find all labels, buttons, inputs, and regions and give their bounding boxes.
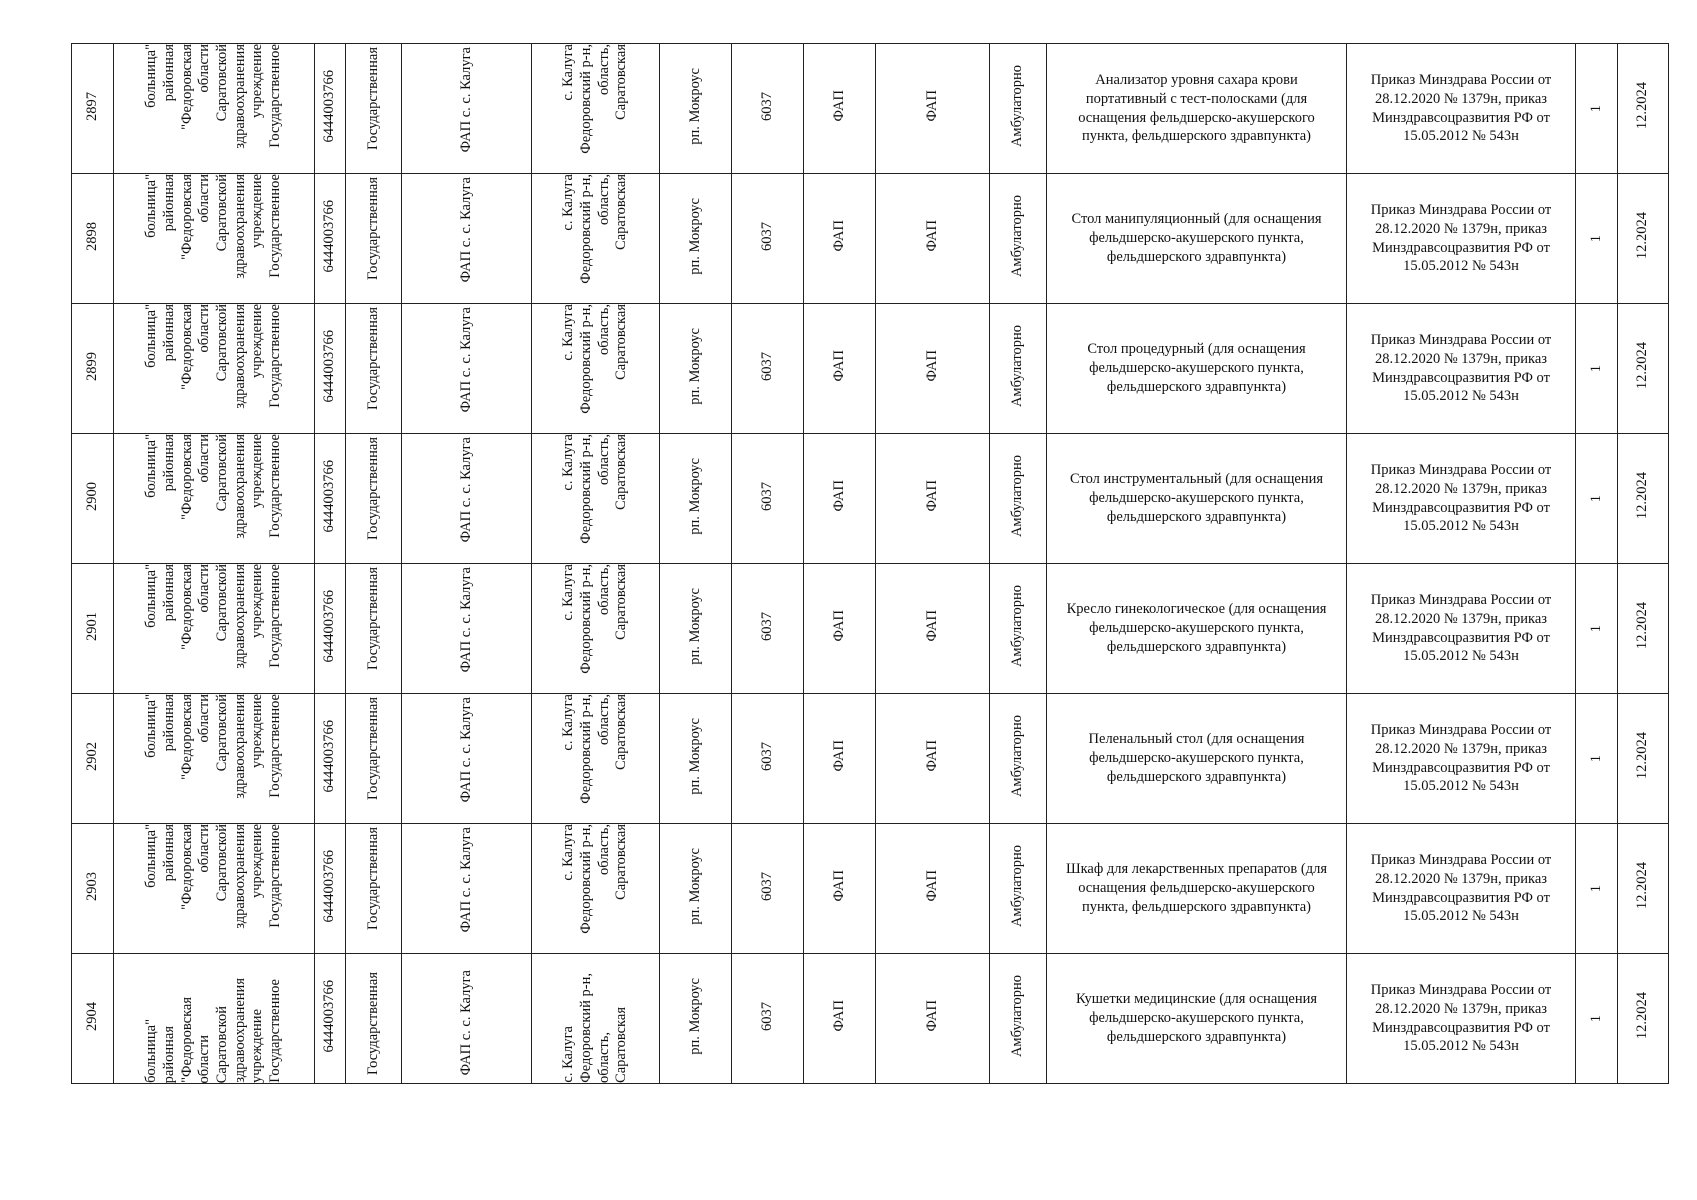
quantity-text: 1 bbox=[1587, 235, 1604, 243]
unit-type-text: ФАП bbox=[830, 350, 847, 382]
care-condition bbox=[990, 434, 1047, 564]
due-date-text: 12.2024 bbox=[1634, 342, 1651, 390]
unit-name-text: ФАП с. с. Калуга bbox=[457, 47, 474, 153]
row-number-text: 2897 bbox=[83, 91, 100, 121]
quantity bbox=[1576, 304, 1618, 434]
settlement-code-text: 6037 bbox=[758, 741, 775, 771]
settlement bbox=[660, 304, 732, 434]
settlement bbox=[660, 44, 732, 174]
unit-type-text: ФАП bbox=[830, 90, 847, 122]
legal-basis: Приказ Минздрава России от 28.12.2020 № 1379н, приказ Минздравсоцразвития РФ от 15.05.2012 № 543н bbox=[1347, 304, 1576, 434]
settlement-text: рп. Мокроус bbox=[686, 977, 703, 1055]
table-row bbox=[72, 564, 1669, 694]
unit-address bbox=[532, 824, 660, 954]
care-condition-text: Амбулаторно bbox=[1009, 584, 1026, 668]
organization-name-text: Государственное учреждение здравоохранения Саратовской области "Федоровская районная больница" bbox=[143, 44, 284, 149]
unit-subtype-text: ФАП bbox=[923, 1000, 940, 1032]
organization-name bbox=[114, 44, 315, 174]
settlement-code-text: 6037 bbox=[758, 1001, 775, 1031]
unit-subtype bbox=[876, 434, 990, 564]
table-row bbox=[72, 44, 1669, 174]
organization-name-text: Государственное учреждение здравоохранения Саратовской области "Федоровская районная больница" bbox=[143, 694, 284, 799]
unit-name-text: ФАП с. с. Калуга bbox=[457, 437, 474, 543]
inn bbox=[315, 434, 346, 564]
equipment-name: Кушетки медицинские (для оснащения фельдшерско-акушерского пункта, фельдшерского здравпункта) bbox=[1047, 954, 1347, 1084]
ownership-form bbox=[346, 564, 402, 694]
settlement bbox=[660, 824, 732, 954]
settlement-code-text: 6037 bbox=[758, 481, 775, 511]
row-number bbox=[72, 694, 114, 824]
inn bbox=[315, 174, 346, 304]
due-date bbox=[1618, 954, 1669, 1084]
ownership-form-text: Государственная bbox=[364, 437, 381, 540]
table-row bbox=[72, 694, 1669, 824]
unit-address-text: Саратовская область, Федоровский р-н, с. Калуга bbox=[560, 44, 630, 154]
quantity-text: 1 bbox=[1587, 625, 1604, 633]
inn-text: 6444003766 bbox=[321, 979, 338, 1053]
inn-text: 6444003766 bbox=[321, 199, 338, 273]
settlement-code bbox=[732, 694, 804, 824]
inn bbox=[315, 304, 346, 434]
settlement bbox=[660, 564, 732, 694]
organization-name-text: Государственное учреждение здравоохранения Саратовской области "Федоровская районная больница" bbox=[143, 174, 284, 279]
settlement-code bbox=[732, 434, 804, 564]
care-condition bbox=[990, 564, 1047, 694]
unit-type-text: ФАП bbox=[830, 870, 847, 902]
organization-name-text: Государственное учреждение здравоохранения Саратовской области "Федоровская районная больница" bbox=[143, 564, 284, 669]
settlement-code-text: 6037 bbox=[758, 221, 775, 251]
table-body bbox=[72, 44, 1669, 1084]
unit-subtype bbox=[876, 304, 990, 434]
settlement-code-text: 6037 bbox=[758, 611, 775, 641]
unit-type bbox=[804, 954, 876, 1084]
inn-text: 6444003766 bbox=[321, 589, 338, 663]
quantity-text: 1 bbox=[1587, 1015, 1604, 1023]
settlement-text: рп. Мокроус bbox=[686, 67, 703, 145]
care-condition-text: Амбулаторно bbox=[1009, 974, 1026, 1058]
row-number bbox=[72, 174, 114, 304]
unit-address-text: Саратовская область, Федоровский р-н, с. Калуга bbox=[560, 304, 630, 414]
due-date-text: 12.2024 bbox=[1634, 862, 1651, 910]
unit-subtype-text: ФАП bbox=[923, 480, 940, 512]
due-date bbox=[1618, 694, 1669, 824]
inn bbox=[315, 824, 346, 954]
quantity bbox=[1576, 434, 1618, 564]
row-number bbox=[72, 304, 114, 434]
table-row bbox=[72, 434, 1669, 564]
inn bbox=[315, 954, 346, 1084]
quantity-text: 1 bbox=[1587, 365, 1604, 373]
due-date bbox=[1618, 44, 1669, 174]
care-condition-text: Амбулаторно bbox=[1009, 324, 1026, 408]
due-date-text: 12.2024 bbox=[1634, 82, 1651, 130]
settlement-code bbox=[732, 954, 804, 1084]
unit-type bbox=[804, 304, 876, 434]
row-number bbox=[72, 954, 114, 1084]
unit-address bbox=[532, 954, 660, 1084]
equipment-name: Стол инструментальный (для оснащения фельдшерско-акушерского пункта, фельдшерского здравпункта) bbox=[1047, 434, 1347, 564]
row-number-text: 2900 bbox=[83, 481, 100, 511]
unit-subtype bbox=[876, 824, 990, 954]
unit-type bbox=[804, 44, 876, 174]
organization-name bbox=[114, 174, 315, 304]
quantity bbox=[1576, 564, 1618, 694]
row-number bbox=[72, 824, 114, 954]
care-condition bbox=[990, 174, 1047, 304]
settlement-code bbox=[732, 824, 804, 954]
due-date-text: 12.2024 bbox=[1634, 732, 1651, 780]
unit-name-text: ФАП с. с. Калуга bbox=[457, 177, 474, 283]
table-row bbox=[72, 954, 1669, 1084]
unit-name bbox=[402, 174, 532, 304]
row-number bbox=[72, 434, 114, 564]
unit-address bbox=[532, 564, 660, 694]
unit-name-text: ФАП с. с. Калуга bbox=[457, 827, 474, 933]
care-condition-text: Амбулаторно bbox=[1009, 844, 1026, 928]
row-number-text: 2902 bbox=[83, 741, 100, 771]
unit-address-text: Саратовская область, Федоровский р-н, с. Калуга bbox=[560, 174, 630, 284]
equipment-name: Стол манипуляционный (для оснащения фельдшерско-акушерского пункта, фельдшерского здравпункта) bbox=[1047, 174, 1347, 304]
unit-name-text: ФАП с. с. Калуга bbox=[457, 307, 474, 413]
unit-type-text: ФАП bbox=[830, 740, 847, 772]
settlement-code bbox=[732, 304, 804, 434]
quantity bbox=[1576, 824, 1618, 954]
organization-name-text: Государственное учреждение здравоохранения Саратовской области "Федоровская районная больница" bbox=[143, 978, 284, 1083]
unit-name-text: ФАП с. с. Калуга bbox=[457, 697, 474, 803]
settlement-code-text: 6037 bbox=[758, 91, 775, 121]
unit-name bbox=[402, 44, 532, 174]
settlement-text: рп. Мокроус bbox=[686, 717, 703, 795]
quantity-text: 1 bbox=[1587, 755, 1604, 763]
due-date bbox=[1618, 434, 1669, 564]
unit-type-text: ФАП bbox=[830, 610, 847, 642]
equipment-name: Анализатор уровня сахара крови портативный с тест-полосками (для оснащения фельдшерско-акушерского пункта, фельдшерского здравпункта) bbox=[1047, 44, 1347, 174]
care-condition-text: Амбулаторно bbox=[1009, 194, 1026, 278]
unit-subtype bbox=[876, 954, 990, 1084]
legal-basis: Приказ Минздрава России от 28.12.2020 № 1379н, приказ Минздравсоцразвития РФ от 15.05.2012 № 543н bbox=[1347, 564, 1576, 694]
ownership-form bbox=[346, 304, 402, 434]
unit-subtype bbox=[876, 44, 990, 174]
unit-address bbox=[532, 174, 660, 304]
ownership-form-text: Государственная bbox=[364, 567, 381, 670]
settlement-code bbox=[732, 174, 804, 304]
unit-name-text: ФАП с. с. Калуга bbox=[457, 969, 474, 1075]
ownership-form bbox=[346, 824, 402, 954]
equipment-name: Пеленальный стол (для оснащения фельдшерско-акушерского пункта, фельдшерского здравпункта) bbox=[1047, 694, 1347, 824]
unit-type-text: ФАП bbox=[830, 220, 847, 252]
unit-type bbox=[804, 694, 876, 824]
inn-text: 6444003766 bbox=[321, 329, 338, 403]
unit-type bbox=[804, 434, 876, 564]
ownership-form-text: Государственная bbox=[364, 47, 381, 150]
ownership-form-text: Государственная bbox=[364, 307, 381, 410]
unit-subtype-text: ФАП bbox=[923, 90, 940, 122]
unit-name bbox=[402, 434, 532, 564]
unit-type bbox=[804, 174, 876, 304]
unit-name bbox=[402, 824, 532, 954]
legal-basis: Приказ Минздрава России от 28.12.2020 № 1379н, приказ Минздравсоцразвития РФ от 15.05.2012 № 543н bbox=[1347, 694, 1576, 824]
settlement-text: рп. Мокроус bbox=[686, 327, 703, 405]
settlement-code bbox=[732, 44, 804, 174]
row-number bbox=[72, 564, 114, 694]
settlement-text: рп. Мокроус bbox=[686, 847, 703, 925]
settlement-text: рп. Мокроус bbox=[686, 587, 703, 665]
unit-subtype bbox=[876, 564, 990, 694]
due-date-text: 12.2024 bbox=[1634, 472, 1651, 520]
due-date-text: 12.2024 bbox=[1634, 992, 1651, 1040]
ownership-form-text: Государственная bbox=[364, 972, 381, 1075]
organization-name bbox=[114, 694, 315, 824]
care-condition-text: Амбулаторно bbox=[1009, 714, 1026, 798]
legal-basis: Приказ Минздрава России от 28.12.2020 № 1379н, приказ Минздравсоцразвития РФ от 15.05.2012 № 543н bbox=[1347, 954, 1576, 1084]
unit-address bbox=[532, 44, 660, 174]
unit-address-text: Саратовская область, Федоровский р-н, с. Калуга bbox=[560, 973, 630, 1083]
due-date bbox=[1618, 564, 1669, 694]
organization-name-text: Государственное учреждение здравоохранения Саратовской области "Федоровская районная больница" bbox=[143, 304, 284, 409]
care-condition bbox=[990, 694, 1047, 824]
row-number bbox=[72, 44, 114, 174]
settlement bbox=[660, 954, 732, 1084]
ownership-form bbox=[346, 954, 402, 1084]
settlement bbox=[660, 174, 732, 304]
unit-subtype-text: ФАП bbox=[923, 610, 940, 642]
unit-name bbox=[402, 304, 532, 434]
legal-basis: Приказ Минздрава России от 28.12.2020 № 1379н, приказ Минздравсоцразвития РФ от 15.05.2012 № 543н bbox=[1347, 434, 1576, 564]
inn bbox=[315, 44, 346, 174]
inn-text: 6444003766 bbox=[321, 69, 338, 143]
unit-address-text: Саратовская область, Федоровский р-н, с. Калуга bbox=[560, 694, 630, 804]
inn-text: 6444003766 bbox=[321, 849, 338, 923]
settlement-text: рп. Мокроус bbox=[686, 197, 703, 275]
ownership-form bbox=[346, 434, 402, 564]
row-number-text: 2898 bbox=[83, 221, 100, 251]
organization-name bbox=[114, 304, 315, 434]
care-condition-text: Амбулаторно bbox=[1009, 64, 1026, 148]
unit-address-text: Саратовская область, Федоровский р-н, с. Калуга bbox=[560, 564, 630, 674]
care-condition bbox=[990, 954, 1047, 1084]
settlement bbox=[660, 694, 732, 824]
ownership-form bbox=[346, 694, 402, 824]
due-date bbox=[1618, 824, 1669, 954]
row-number-text: 2903 bbox=[83, 871, 100, 901]
care-condition-text: Амбулаторно bbox=[1009, 454, 1026, 538]
due-date-text: 12.2024 bbox=[1634, 602, 1651, 650]
unit-address bbox=[532, 694, 660, 824]
due-date-text: 12.2024 bbox=[1634, 212, 1651, 260]
ownership-form bbox=[346, 174, 402, 304]
unit-subtype-text: ФАП bbox=[923, 220, 940, 252]
care-condition bbox=[990, 824, 1047, 954]
unit-subtype bbox=[876, 694, 990, 824]
equipment-name: Кресло гинекологическое (для оснащения фельдшерско-акушерского пункта, фельдшерского здравпункта) bbox=[1047, 564, 1347, 694]
legal-basis: Приказ Минздрава России от 28.12.2020 № 1379н, приказ Минздравсоцразвития РФ от 15.05.2012 № 543н bbox=[1347, 174, 1576, 304]
unit-name-text: ФАП с. с. Калуга bbox=[457, 567, 474, 673]
unit-subtype-text: ФАП bbox=[923, 870, 940, 902]
legal-basis: Приказ Минздрава России от 28.12.2020 № 1379н, приказ Минздравсоцразвития РФ от 15.05.2012 № 543н bbox=[1347, 44, 1576, 174]
unit-address bbox=[532, 434, 660, 564]
quantity-text: 1 bbox=[1587, 105, 1604, 113]
ownership-form-text: Государственная bbox=[364, 827, 381, 930]
row-number-text: 2899 bbox=[83, 351, 100, 381]
organization-name-text: Государственное учреждение здравоохранения Саратовской области "Федоровская районная больница" bbox=[143, 434, 284, 539]
ownership-form-text: Государственная bbox=[364, 697, 381, 800]
due-date bbox=[1618, 304, 1669, 434]
quantity-text: 1 bbox=[1587, 885, 1604, 893]
settlement-code-text: 6037 bbox=[758, 351, 775, 381]
organization-name-text: Государственное учреждение здравоохранения Саратовской области "Федоровская районная больница" bbox=[143, 824, 284, 929]
due-date bbox=[1618, 174, 1669, 304]
settlement-code-text: 6037 bbox=[758, 871, 775, 901]
unit-subtype-text: ФАП bbox=[923, 740, 940, 772]
quantity bbox=[1576, 694, 1618, 824]
care-condition bbox=[990, 44, 1047, 174]
ownership-form-text: Государственная bbox=[364, 177, 381, 280]
legal-basis: Приказ Минздрава России от 28.12.2020 № 1379н, приказ Минздравсоцразвития РФ от 15.05.2012 № 543н bbox=[1347, 824, 1576, 954]
unit-type bbox=[804, 564, 876, 694]
row-number-text: 2901 bbox=[83, 611, 100, 641]
quantity bbox=[1576, 44, 1618, 174]
unit-address-text: Саратовская область, Федоровский р-н, с. Калуга bbox=[560, 434, 630, 544]
table-row bbox=[72, 174, 1669, 304]
unit-type-text: ФАП bbox=[830, 1000, 847, 1032]
equipment-name: Шкаф для лекарственных препаратов (для оснащения фельдшерско-акушерского пункта, фельдшерского здравпункта) bbox=[1047, 824, 1347, 954]
settlement bbox=[660, 434, 732, 564]
unit-type bbox=[804, 824, 876, 954]
quantity bbox=[1576, 174, 1618, 304]
ownership-form bbox=[346, 44, 402, 174]
unit-subtype-text: ФАП bbox=[923, 350, 940, 382]
unit-name bbox=[402, 694, 532, 824]
unit-name bbox=[402, 564, 532, 694]
unit-address bbox=[532, 304, 660, 434]
inn-text: 6444003766 bbox=[321, 719, 338, 793]
organization-name bbox=[114, 434, 315, 564]
quantity-text: 1 bbox=[1587, 495, 1604, 503]
unit-name bbox=[402, 954, 532, 1084]
row-number-text: 2904 bbox=[83, 1001, 100, 1031]
table-row bbox=[72, 304, 1669, 434]
equipment-table bbox=[71, 43, 1669, 1084]
quantity bbox=[1576, 954, 1618, 1084]
inn bbox=[315, 694, 346, 824]
table-row bbox=[72, 824, 1669, 954]
settlement-code bbox=[732, 564, 804, 694]
unit-address-text: Саратовская область, Федоровский р-н, с. Калуга bbox=[560, 824, 630, 934]
inn bbox=[315, 564, 346, 694]
care-condition bbox=[990, 304, 1047, 434]
unit-type-text: ФАП bbox=[830, 480, 847, 512]
organization-name bbox=[114, 564, 315, 694]
settlement-text: рп. Мокроус bbox=[686, 457, 703, 535]
equipment-name: Стол процедурный (для оснащения фельдшерско-акушерского пункта, фельдшерского здравпункта) bbox=[1047, 304, 1347, 434]
inn-text: 6444003766 bbox=[321, 459, 338, 533]
organization-name bbox=[114, 954, 315, 1084]
organization-name bbox=[114, 824, 315, 954]
unit-subtype bbox=[876, 174, 990, 304]
